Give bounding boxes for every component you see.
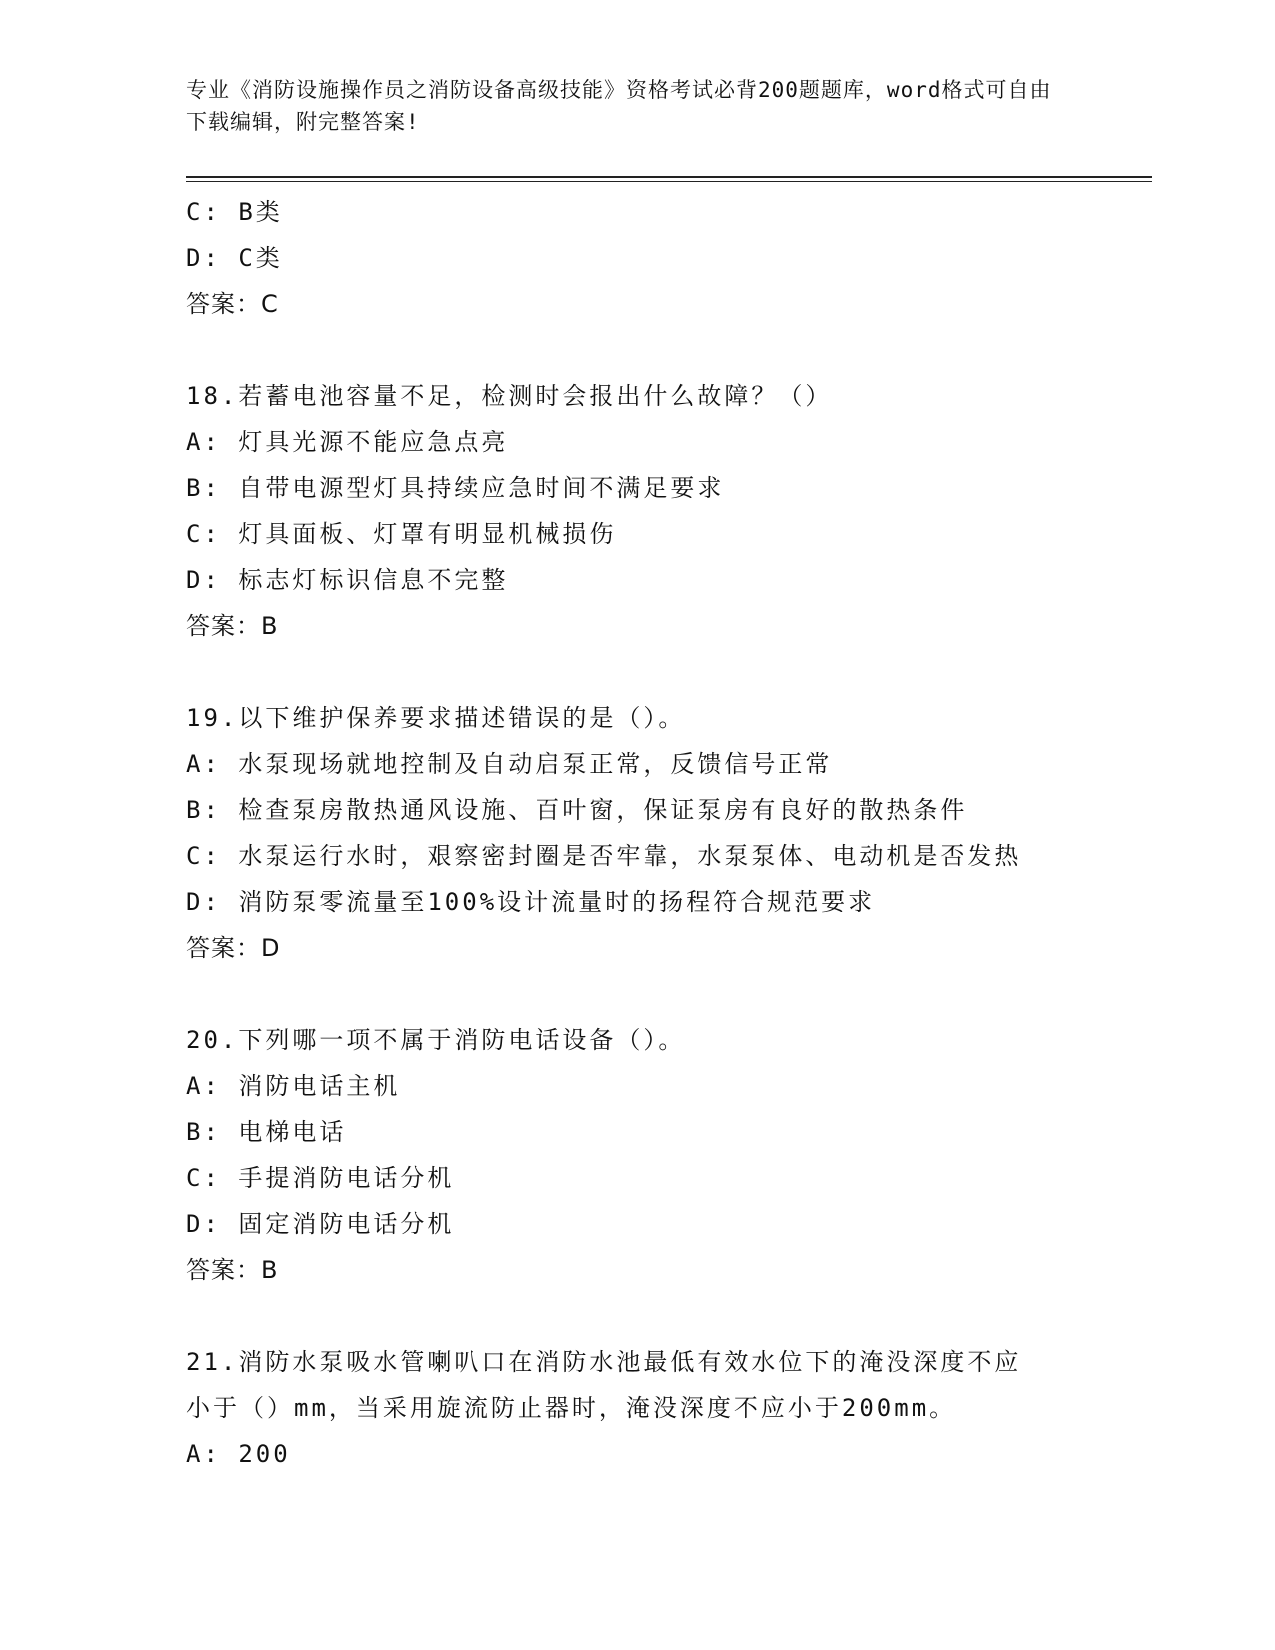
option-d: D: 标志灯标识信息不完整	[186, 566, 509, 594]
option-b: B: 自带电源型灯具持续应急时间不满足要求	[186, 474, 725, 502]
question-18	[186, 373, 1086, 649]
option-c: C: 手提消防电话分机	[186, 1164, 455, 1192]
option-a: A: 消防电话主机	[186, 1072, 401, 1100]
question-stem: 18.若蓄电池容量不足，检测时会报出什么故障？（）	[186, 382, 833, 410]
answer: 答案：B	[186, 1256, 279, 1284]
option-c: C: B类	[186, 198, 283, 226]
question-stem-line-2: 小于（）mm，当采用旋流防止器时，淹没深度不应小于200mm。	[186, 1394, 957, 1422]
answer: 答案：D	[186, 934, 281, 962]
option-d: D: 固定消防电话分机	[186, 1210, 455, 1238]
question-19	[186, 695, 1086, 971]
question-21	[186, 1339, 1086, 1477]
question-stem: 20.下列哪一项不属于消防电话设备（）。	[186, 1026, 686, 1054]
option-c: C: 灯具面板、灯罩有明显机械损伤	[186, 520, 617, 548]
document-header: 专业《消防设施操作员之消防设备高级技能》资格考试必背200题题库，word格式可自由下载编辑，附完整答案!	[186, 78, 1052, 134]
spacer	[186, 649, 1086, 695]
question-stem-line-1: 21.消防水泵吸水管喇叭口在消防水池最低有效水位下的淹没深度不应	[186, 1348, 1022, 1376]
option-b: B: 检查泵房散热通风设施、百叶窗，保证泵房有良好的散热条件	[186, 796, 968, 824]
spacer	[186, 1293, 1086, 1339]
option-b: B: 电梯电话	[186, 1118, 347, 1146]
option-c: C: 水泵运行水时，艰察密封圈是否牢靠，水泵泵体、电动机是否发热	[186, 842, 1022, 870]
spacer	[186, 971, 1086, 1017]
spacer	[186, 327, 1086, 373]
option-a: A: 200	[186, 1440, 291, 1468]
question-list	[186, 189, 1086, 1477]
option-d: D: 消防泵零流量至100%设计流量时的扬程符合规范要求	[186, 888, 876, 916]
question-stem: 19.以下维护保养要求描述错误的是（）。	[186, 704, 686, 732]
answer: 答案：B	[186, 612, 279, 640]
question-17-tail	[186, 189, 1086, 327]
question-20	[186, 1017, 1086, 1293]
option-d: D: C类	[186, 244, 283, 272]
option-a: A: 水泵现场就地控制及自动启泵正常，反馈信号正常	[186, 750, 833, 778]
header-rule-thick	[186, 176, 1152, 178]
option-a: A: 灯具光源不能应急点亮	[186, 428, 509, 456]
answer: 答案：C	[186, 290, 279, 318]
header-rule-thin	[186, 181, 1152, 182]
